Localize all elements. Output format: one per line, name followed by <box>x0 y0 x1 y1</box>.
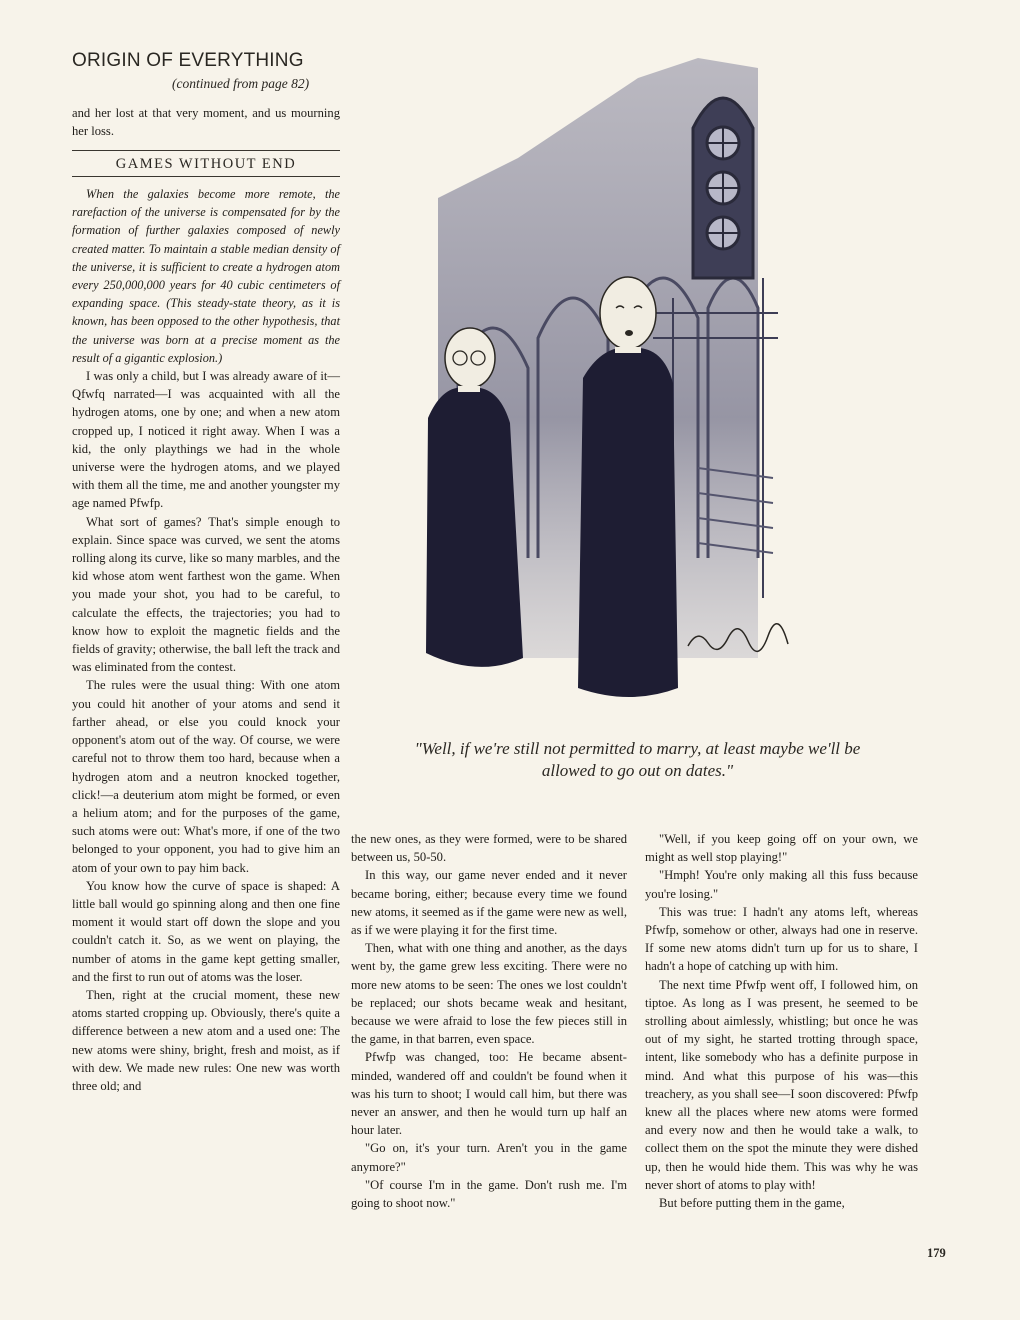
article-title: ORIGIN OF EVERYTHING <box>72 50 304 71</box>
cartoon-caption: "Well, if we're still not permitted to marry, at least maybe we'll be allowed to go out on dates." <box>414 739 861 780</box>
paragraph: Then, what with one thing and another, as the days went by, the game grew less exciting. There were no more new atoms to be seen: The ones we lost couldn't be replaced; our shots became weak and hesitant, because we were afraid to lose the few pieces still in the game, in that barren, even space. <box>351 941 627 1047</box>
paragraph: This was true: I hadn't any atoms left, whereas Pfwfp, somehow or other, always had one in reserve. If some new atoms didn't turn up for us to share, I hadn't a hope of catching up with him. <box>645 904 918 974</box>
paragraph: But before putting them in the game, <box>659 1196 845 1211</box>
text-column-2 <box>351 830 627 1212</box>
paragraph: "Of course I'm in the game. Don't rush me. I'm going to shoot now." <box>351 1177 627 1211</box>
section-title: GAMES WITHOUT END <box>115 156 297 172</box>
text-column-1 <box>72 185 340 1095</box>
paragraph: "Well, if you keep going off on your own, we might as well stop playing!" <box>645 832 918 865</box>
paragraph: the new ones, as they were formed, were to be shared between us, 50-50. <box>351 832 627 865</box>
paragraph: I was only a child, but I was already aware of it—Qfwfq narrated—I was acquainted with all the hydrogen atoms, one by one; and when a new atom cropped up, I noticed it right away. When I was a kid, the only playthings we had in the whole universe were the hydrogen atoms, and we played with them all the time, me and another youngster my age named Pfwfp. <box>72 369 340 511</box>
cartoon-drawing <box>398 38 838 728</box>
text-column-3 <box>645 830 918 1212</box>
paragraph: The next time Pfwfp went off, I followed him, on tiptoe. As long as I was present, he seemed to be strolling about aimlessly, whistling; but once he was out of my sight, he started trotting through space, intent, like somebody who has a definite purpose in mind. And what this purpose of his was—this treachery, as you shall see—I soon discovered: Pfwfp knew all the places where new atoms were formed and every now and then he would take a walk, to collect them on the spot the minute they were dished up, then he would hide them. This was why he was never short of atoms to play with! <box>645 977 918 1192</box>
section-rule-bottom <box>72 176 340 177</box>
paragraph: You know how the curve of space is shaped: A little ball would go spinning along and then one fine moment it would start off down the slope and you couldn't catch it. So, as we went on playing, the number of atoms in the game kept getting smaller, and the first to run out of atoms was the loser. <box>72 878 340 984</box>
section-rule-top <box>72 150 340 151</box>
cartoon-illustration <box>398 38 838 728</box>
stained-glass-window <box>693 98 753 278</box>
epigraph: When the galaxies become more remote, the rarefaction of the universe is compensated for by the formation of further galaxies composed of newly created matter. To maintain a stable median density of the universe, it is sufficient to create a hydrogen atom every 250,000,000 years for 40 cubic centimeters of expanding space. (This steady-state theory, as it is known, has been opposed to the other hypothesis, that the universe was born at a precise moment as the result of a gigantic explosion.) <box>72 187 340 365</box>
paragraph: Then, right at the crucial moment, these new atoms started cropping up. Obviously, there's quite a difference between a new atom and a used one: The new atoms were shiny, bright, fresh and moist, as if with dew. We made new rules: One new was worth three old; and <box>72 987 340 1093</box>
paragraph: What sort of games? That's simple enough to explain. Since space was curved, we sent the atoms rolling along its curve, like so many marbles, and the kid whose atom went farthest won the game. When you made your shot, you had to be careful, to calculate the effects, the trajectories; you had to know how to exploit the magnetic fields and the fields of gravity; otherwise, the ball left the track and was eliminated from the contest. <box>72 514 340 675</box>
lead-paragraph <box>72 104 340 140</box>
page-number: 179 <box>927 1246 946 1260</box>
lead-text: and her lost at that very moment, and us mourning her loss. <box>72 106 340 139</box>
paragraph: Pfwfp was changed, too: He became absent-minded, wandered off and couldn't be found when it was his turn to shoot; I would call him, but there was never an answer, and then he would turn up half an hour later. <box>351 1050 627 1138</box>
paragraph: "Hmph! You're only making all this fuss because you're losing." <box>645 868 918 901</box>
paragraph: "Go on, it's your turn. Aren't you in the game anymore?" <box>351 1141 627 1174</box>
paragraph: The rules were the usual thing: With one atom you could hit another of your atoms and send it farther ahead, or else you could knock your opponent's atom out of the way. Of course, we were careful not to throw them too hard, because when a hydrogen atom and a neutron knocked together, click!—a deuterium atom might be formed, or even a helium atom; and for the purposes of the game, such atoms were out: What's more, if one of the two belonged to your opponent, you had to give him an atom of your own to pay him back. <box>72 678 340 875</box>
continued-note: (continued from page 82) <box>172 76 310 91</box>
paragraph: In this way, our game never ended and it never became boring, either; because every time we found new atoms, it seemed as if the game were new as well, as if we were playing it for the first time. <box>351 868 627 938</box>
